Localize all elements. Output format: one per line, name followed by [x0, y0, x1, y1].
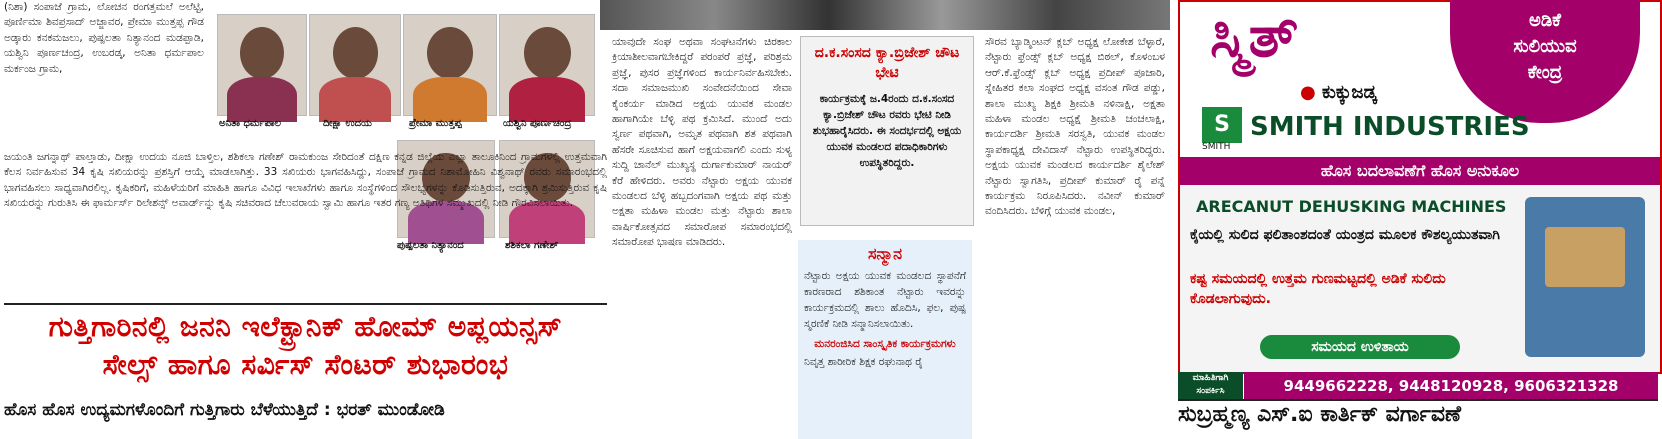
photo-caption: ಯಶ್ವಿನಿ ಪೂರ್ಣಚಂದ್ರ [503, 118, 572, 129]
ad-badge-line: ಸುಲಿಯುವ [1513, 36, 1577, 57]
ad-badge-line: ಅಡಿಕೆ [1528, 10, 1562, 31]
box-text: ನೆಟ್ಟಾರು ಅಕ್ಷಯ ಯುವಕ ಮಂಡಲದ ಸ್ಥಾಪನೆಗೆ ಕಾರಣರಾದ ಶಶಿಕಾಂತ ನೆಟ್ಟಾರು ಇವರನ್ನು ಕಾರ್ಯಕ್ರಮದಲ್ಲಿ ಶಾಲು ಹೊದಿಸಿ, ಫಲ, ಪುಷ್ಪ ಸ್ಮರಣಿಕೆ ನೀಡಿ ಸನ್ಮಾನಿಸಲಾಯಿತು. [804, 270, 966, 330]
map-pin-icon: ● [1300, 82, 1316, 103]
ad-header [1180, 2, 1660, 152]
subheadline: ಹೊಸ ಹೊಸ ಉದ್ಯಮಗಳೊಂದಿಗೆ ಗುತ್ತಿಗಾರು ಬೆಳೆಯುತ್ತಿದೆ : ಭರತ್ ಮುಂಡೋಡಿ [4, 400, 445, 420]
box-title: ಸನ್ಮಾನ [867, 244, 903, 263]
photo-deeksha [309, 14, 401, 116]
ad-description: ಕೈಯಲ್ಲಿ ಸುಲಿದ ಫಲಿತಾಂಶದಂತೆ ಯಂತ್ರದ ಮೂಲಕ ಕೌಶಲ್ಯಯುತವಾಗಿ [1190, 227, 1500, 243]
article-text: ಸೌರವ ಬ್ಯಾಡ್ಮಿಂಟನ್ ಕ್ಲಬ್ ಅಧ್ಯಕ್ಷ ಲೋಕೇಶ ಬೆಳ್ಳಾರೆ, ನೆಟ್ಟಾರು ಫ್ರೆಂಡ್ಸ್ ಕ್ಲಬ್ ಅಧ್ಯಕ್ಷ ಬಿಠಲ್, ಕೊಳಂಬಳ ಆರ್.ಕೆ.ಫ್ರೆಂಡ್ಸ್ ಕ್ಲಬ್ ಅಧ್ಯಕ್ಷ ಪ್ರದೀಪ್ ಪೂಜಾರಿ, ಸ್ನೇಹಿತರ ಕಲಾ ಸಂಘದ ಅಧ್ಯಕ್ಷ ವಸಂತ ಗೌಡ ಪಡ್ಡು, ಶಾಲಾ ಮುಖ್ಯ ಶಿಕ್ಷಕಿ ಶ್ರೀಮತಿ ನಳಿನಾಕ್ಷಿ, ಅಕ್ಷತಾ ಮಹಿಳಾ ಮಂಡಲ ಅಧ್ಯಕ್ಷೆ ಶ್ರೀಮತಿ ಚಂಚಲಾಕ್ಷಿ, ಕಾರ್ಯದರ್ಶಿ ಶ್ರೀಮತಿ ಸರಸ್ವತಿ, ಯುವಕ ಮಂಡಲ ಸ್ಥಾಪಕಾಧ್ಯಕ್ಷ ದೇವಿದಾಸ್ ನೆಟ್ಟಾರು ಉಪಸ್ಥಿತರಿದ್ದರು. ಅಕ್ಷಯ ಯುವಕ ಮಂಡಲದ ಕಾರ್ಯದರ್ಶಿ ಶೈಲೇಶ್ ನೆಟ್ಟಾರು ಸ್ವಾಗತಿಸಿ, ಪ್ರದೀಪ್ ಕುಮಾರ್ ರೈ ಪನ್ನೆ ಕಾರ್ಯಕ್ರಮ ನಿರೂಪಿಸಿದರು. ನವೀನ್ ಕುಮಾರ್ ವಂದಿಸಿದರು. ಬೆಳಿಗ್ಗೆ ಯುವಕ ಮಂಡಲ, [985, 36, 1165, 218]
photo-anitha [217, 14, 307, 116]
headline-line-2: ಸೇಲ್ಸ್ ಹಾಗೂ ಸರ್ವಿಸ್ ಸೆಂಟರ್ ಶುಭಾರಂಭ [102, 348, 509, 381]
ad-body [1180, 185, 1660, 372]
ad-machine-title: ARECANUT DEHUSKING MACHINES [1196, 197, 1507, 216]
news-box-mp-visit [800, 36, 974, 226]
headline-line-1: ಗುತ್ತಿಗಾರಿನಲ್ಲಿ ಜನನಿ ಇಲೆಕ್ಟ್ರಾನಿಕ್ ಹೋಮ್ ಅಪ್ಲಯನ್ಸಸ್ [48, 310, 563, 343]
ad-badge [1450, 0, 1640, 123]
bottom-headline: ಸುಬ್ರಹ್ಮಣ್ಯ ಎಸ್.ಐ ಕಾರ್ತಿಕ್ ವರ್ಗಾವಣೆ [1178, 402, 1461, 427]
photo-caption: ದೀಕ್ಷಾ ಉದಯ [323, 118, 372, 129]
machine-image [1525, 197, 1645, 357]
photo-caption: ಪ್ರೇಮಾ ಮುತ್ತಪ್ಪ [409, 118, 462, 129]
advertisement-smith-industries[interactable] [1178, 0, 1662, 374]
box-text-continued: ನಿವೃತ್ತ ಶಾರೀರಿಕ ಶಿಕ್ಷಕ ರಘುನಾಥ ರೈ [804, 356, 923, 368]
contact-label: ಮಾಹಿತಿಗಾಗಿ ಸಂಪರ್ಕಿಸಿ [1178, 372, 1243, 400]
article-text: ಯಾವುದೇ ಸಂಘ ಅಥವಾ ಸಂಘಟನೆಗಳು ಚಿರಕಾಲ ಕ್ರಿಯಾಶೀಲವಾಗಬೇಕಿದ್ದರೆ ಪರಂಪರೆ ಪ್ರಜ್ಞೆ, ಪರಿಶ್ರಮ ಪ್ರಜ್ಞೆ, ಪುಸರ ಪ್ರಜ್ಞೆಗಳಿಂದ ಕಾರ್ಯನಿರ್ವಹಿಸಬೇಕು. ಸದಾ ಸಮಾಜಮುಖಿ ಸಂವೇದನೆಯಿಂದ ಸೇವಾ ಕೈಂಕರ್ಯ ಮಾಡಿದ ಅಕ್ಷಯ ಯುವಕ ಮಂಡಲ ಹಾಗಾಗಿಯೇ ಬೆಳ್ಳಿ ಪಥ ಕ್ರಮಿಸಿದೆ. ಮುಂದೆ ಅದು ಸ್ವರ್ಣ ಪಥವಾಗಿ, ಅಮೃತ ಪಥವಾಗಿ ಶತ ಪಥವಾಗಿ ಹೆಸರೇ ಸೂಚಿಸುವ ಹಾಗೆ ಅಕ್ಷಯವಾಗಲಿ ಎಂದು ಸುಳ್ಯ ಸುದ್ದಿ ಚಾನೆಲ್ ಮುಖ್ಯಸ್ಥ ದುರ್ಗಾಕುಮಾರ್ ನಾಯರ್ ಕೆರೆ ಹೇಳಿದರು. ಅವರು ನೆಟ್ಟಾರು ಅಕ್ಷಯ ಯುವಕ ಮಂಡಲದ ಬೆಳ್ಳಿ ಹಬ್ಬದಂಗವಾಗಿ ಅಕ್ಷಯ ಪಥ ಮತ್ತು ಅಕ್ಷತಾ ಮಹಿಳಾ ಮಂಡಲ ಮತ್ತು ನೆಟ್ಟಾರು ಶಾಲಾ ವಾರ್ಷಿಕೋತ್ಸವದ ಸಮಾರೋಪ ಸಮಾರಂಭದಲ್ಲಿ ಸಮಾರೋಪ ಭಾಷಣ ಮಾಡಿದರು. [612, 36, 792, 249]
ad-tagline: ಸಮಯದ ಉಳಿತಾಯ [1260, 335, 1460, 359]
news-box-felicitation [798, 240, 972, 439]
ad-company-name: SMITH INDUSTRIES [1250, 112, 1530, 142]
photo-caption: ಪುಷ್ಪಲತಾ ನಿತ್ಯಾನಂದ [397, 240, 464, 251]
article-column-1-bottom [4, 151, 607, 300]
event-photo [600, 0, 1170, 30]
section-divider [4, 303, 607, 305]
ad-description: ಕಷ್ಟ ಸಮಯದಲ್ಲಿ ಉತ್ತಮ ಗುಣಮಟ್ಟದಲ್ಲಿ ಅಡಿಕೆ ಸುಲಿದು ಕೊಡಲಾಗುವುದು. [1190, 271, 1446, 307]
logo-caption: SMITH [1202, 142, 1231, 152]
article-text: (ನಿಶಾ) ಸಂಪಾಜೆ ಗ್ರಾಮ, ಲೋಚನ ರಂಗತ್ತಮಲೆ ಅಲೆಟ್ಟಿ, ಪೂರ್ಣಿಮಾ ಶಿವಪ್ರಸಾದ್ ಅಜ್ಜಾವರ, ಪ್ರೇಮಾ ಮುತ್ತಪ್ಪ ಗೌಡ ಅಡ್ಕಾರು ಕನಕಮಜಲು, ಪುಷ್ಪಲತಾ ನಿತ್ಯಾನಂದ ಮಡಪ್ಪಾಡಿ, ಯಶ್ವಿನಿ ಪೂರ್ಣಚಂದ್ರ, ಉಬರಡ್ಕ, ಅನಿತಾ ಧರ್ಮಪಾಲ ಮರ್ಕಂಜ ಗ್ರಾಮ, [4, 1, 204, 75]
box-text: ಕಾರ್ಯಕ್ರಮಕ್ಕೆ ಜ.4ರಂದು ದ.ಕ.ಸಂಸದ ಕ್ಯಾ.ಬ್ರಿಜೇಶ್ ಚೌಟ ರವರು ಭೇಟಿ ನೀಡಿ ಶುಭಹಾರೈಸಿದರು. ಈ ಸಂದರ್ಭದಲ್ಲಿ ಅಕ್ಷಯ ಯುವಕ ಮಂಡಲದ ಪದಾಧಿಕಾರಿಗಳು ಉಪಸ್ಥಿತರಿದ್ದರು. [812, 93, 962, 169]
article-column-3 [985, 35, 1165, 439]
photo-yashwini [499, 14, 595, 116]
contact-phones[interactable]: 9449662228, 9448120928, 9606321328 [1244, 372, 1658, 400]
ad-tagline-bar: ಹೊಸ ಬದಲಾವಣೆಗೆ ಹೊಸ ಅನುಕೂಲ [1180, 157, 1660, 185]
photo-caption: ಅನಿತಾ ಧರ್ಮಪಾಲ [219, 118, 282, 129]
smith-logo-icon: S [1202, 107, 1242, 143]
ad-location [1300, 82, 1377, 103]
article-text: ಜಯಂತಿ ಜಗನ್ನಾಥ್ ಪಾಲ್ತಾಡು, ದೀಕ್ಷಾ ಉದಯ ನೂಜಿ ಬಾಳ್ತಿಲ, ಶಶಿಕಲಾ ಗಣೇಶ್ ರಾಮಕುಂಜ ಸೇರಿದಂತೆ ದಕ್ಷಿಣ ಕನ್ನಡ ಜಿಲ್ಲೆಯ ಎಲ್ಲಾ ತಾಲೂಕಿನಿಂದ ಗ್ರಾಮಗಳಲ್ಲಿ ಉತ್ತಮವಾಗಿ ಕೆಲಸ ನಿರ್ವಹಿಸುವ 34 ಕೃಷಿ ಸಖಿಯರನ್ನು ಪ್ರಶಸ್ತಿಗೆ ಆಯ್ಕೆ ಮಾಡಲಾಗಿತ್ತು. 33 ಸಖಿಯರು ಭಾಗವಹಿಸಿದ್ದು, ಸಂಪಾಜೆ ಗ್ರಾಮದ ನಿಶಾಮೋಹಿನಿ ವಿಶ್ವನಾಥ್ ರವರು ಸಮಾರಂಭದಲ್ಲಿ ಭಾಗವಹಿಸಲು ಸಾಧ್ಯವಾಗಿರಲಿಲ್ಲ. ಕೃಷಿಕರಿಗೆ, ಮಹಿಳೆಯರಿಗೆ ಮಾಹಿತಿ ಹಾಗೂ ವಿವಿಧ ಇಲಾಖೆಗಳು ಹಾಗೂ ಸಂಸ್ಥೆಗಳಿಂದ ಸೌಲಭ್ಯಗಳನ್ನು ಕೊಡಿಸುತ್ತಿರುವ, ಅದಕ್ಕಾಗಿ ಶ್ರಮಿಸುತ್ತಿರುವ ಕೃಷಿ ಸಖಿಯರನ್ನು ಗುರುತಿಸಿ ಈ ಫಾರ್ಮರ್ಸ್ ರಿಲೇಶನ್ಸ್ ಅವಾರ್ಡ್‌ನ್ನು ಕೃಷಿ ಸಚಿವರಾದ ಚೆಲುವರಾಯ ಸ್ವಾಮಿ ಹಾಗೂ ಇತರ ಗಣ್ಯ ಅತಿಥಿಗಳ ಸಮ್ಮುಖದಲ್ಲಿ ನೀಡಿ ಗೌರವಿಸಲಾಯಿತು. [4, 151, 607, 210]
article-column-2 [612, 35, 792, 439]
ad-badge-line: ಕೇಂದ್ರ [1527, 62, 1563, 83]
ad-contact-bar [1178, 372, 1658, 400]
box-title: ದ.ಕ.ಸಂಸದ ಕ್ಯಾ.ಬ್ರಿಜೇಶ್ ಚೌಟ ಭೇಟಿ [814, 45, 960, 81]
box-subheading: ಮನರಂಜಿಸಿದ ಸಾಂಸ್ಕೃತಿಕ ಕಾರ್ಯಕ್ರಮಗಳು [814, 338, 956, 350]
ad-brand-name: ಸ್ಮಿತ್ [1210, 2, 1299, 70]
photo-caption: ಶಶಿಕಲಾ ಗಣೇಶ್ [505, 240, 559, 251]
photo-prema [403, 14, 497, 116]
ad-location-text: ಕುಕ್ಕುಜಡ್ಕ [1322, 82, 1377, 103]
